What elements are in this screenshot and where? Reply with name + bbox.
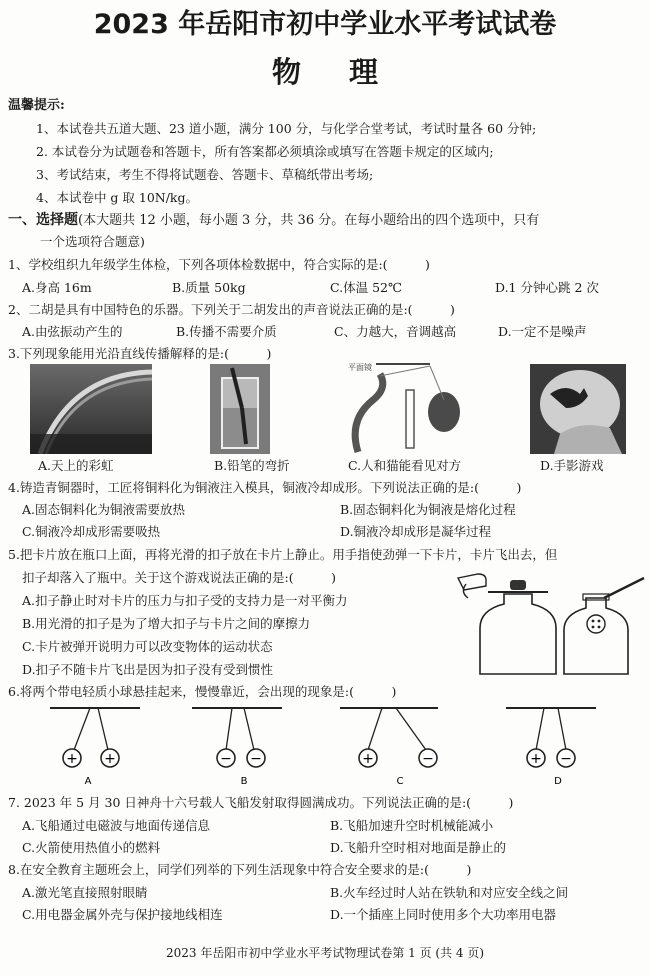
q2-option-b: B.传播不需要介质 [176, 324, 277, 339]
q8-option-d: D.一个插座上同时使用多个大功率用电器 [330, 907, 557, 922]
ball-charge: − [560, 751, 572, 767]
q7-option-c: C.火箭使用热值小的燃料 [22, 840, 161, 855]
ball-pair-d [506, 708, 596, 787]
ball-charge: − [422, 751, 434, 767]
charged-balls-diagram [40, 700, 640, 790]
pencil-in-water-photo [210, 364, 270, 454]
q3-option-d: D.手影游戏 [540, 458, 604, 473]
q2-option-a: A.由弦振动产生的 [22, 324, 123, 339]
q2-option-d: D.一定不是噪声 [498, 324, 587, 339]
bottle-card-diagram [456, 568, 646, 680]
section-heading [8, 212, 539, 230]
exam-title: 2023 年岳阳市初中学业水平考试试卷 [93, 9, 557, 40]
ball-pair-b [192, 708, 282, 787]
q3-option-b: B.铅笔的弯折 [214, 458, 290, 473]
notice-item: 3、考试结束，考生不得将试题卷、答题卡、草稿纸带出考场; [36, 167, 374, 182]
q5-option-b: B.用光滑的扣子是为了增大扣子与卡片之间的摩擦力 [22, 616, 311, 631]
q5-option-d: D.扣子不随卡片飞出是因为扣子没有受到惯性 [22, 662, 274, 677]
section-title: 一、选择题 [8, 212, 78, 228]
q2-option-c: C、力越大，音调越高 [334, 324, 457, 339]
ball-pair-a [50, 708, 140, 787]
q8-stem: 8.在安全教育主题班会上，同学们列举的下列生活现象中符合安全要求的是:( ) [8, 862, 472, 877]
q3-option-a: A.天上的彩虹 [38, 458, 114, 473]
q1-stem: 1、学校组织九年级学生体检，下列各项体检数据中，符合实际的是:( ) [8, 257, 430, 272]
q1-option-d: D.1 分钟心跳 2 次 [495, 280, 599, 295]
page-footer: 2023 年岳阳市初中学业水平考试物理试卷第 1 页 (共 4 页) [165, 946, 485, 960]
ball-charge: + [362, 751, 374, 767]
diagram-label: D [554, 776, 562, 787]
q5-stem: 5.把卡片放在瓶口上面，再将光滑的扣子放在卡片上静止。用手指使劲弹一下卡片，卡片飞出去，但 [8, 547, 558, 562]
q3-option-c: C.人和猫能看见对方 [348, 458, 462, 473]
q6-stem: 6.将两个带电轻质小球悬挂起来，慢慢靠近，会出现的现象是:( ) [8, 684, 397, 699]
q1-option-c: C.体温 52℃ [330, 280, 402, 295]
q4-option-c: C.铜液冷却成形需要吸热 [22, 524, 161, 539]
mirror-label: 平面镜 [348, 363, 372, 372]
ball-charge: + [530, 751, 542, 767]
q4-option-a: A.固态铜料化为铜液需要放热 [22, 502, 186, 517]
person-cat-mirror-picture [318, 360, 468, 456]
q5-option-a: A.扣子静止时对卡片的压力与扣子受的支持力是一对平衡力 [22, 593, 348, 608]
q4-option-d: D.铜液冷却成形是凝华过程 [340, 524, 492, 539]
diagram-label: A [84, 776, 92, 787]
subject-title: 物理 [271, 55, 426, 89]
notice-item: 2. 本试卷分为试题卷和答题卡，所有答案都必须填涂或填写在答题卡规定的区域内; [36, 144, 494, 159]
hand-shadow-photo [530, 364, 626, 454]
q7-stem: 7. 2023 年 5 月 30 日神舟十六号载人飞船发射取得圆满成功。下列说法正确的是:( ) [8, 795, 514, 810]
q1-option-b: B.质量 50kg [172, 280, 246, 295]
notice-item: 4、本试卷中 g 取 10N/kg。 [36, 190, 199, 205]
rainbow-photo [30, 364, 152, 454]
q4-option-b: B.固态铜料化为铜液是熔化过程 [340, 502, 516, 517]
notice-heading: 温馨提示: [8, 98, 65, 113]
q1-option-a: A.身高 16m [22, 280, 92, 295]
section-desc-cont: 一个选项符合题意) [40, 234, 145, 249]
q5-option-c: C.卡片被弹开说明力可以改变物体的运动状态 [22, 639, 273, 654]
q7-option-b: B.飞船加速升空时机械能减小 [330, 818, 494, 833]
ball-charge: + [104, 751, 116, 767]
q8-option-c: C.用电器金属外壳与保护接地线相连 [22, 907, 223, 922]
q2-stem: 2、二胡是具有中国特色的乐器。下列关于二胡发出的声音说法正确的是:( ) [8, 302, 455, 317]
ball-pair-c [340, 708, 438, 787]
q8-option-a: A.激光笔直接照射眼睛 [22, 885, 148, 900]
diagram-label: B [240, 776, 248, 787]
ball-charge: − [250, 751, 262, 767]
diagram-label: C [396, 776, 404, 787]
q7-option-d: D.飞船升空时相对地面是静止的 [330, 840, 507, 855]
q5-stem-cont: 扣子却落入了瓶中。关于这个游戏说法正确的是:( ) [22, 570, 336, 585]
ball-charge: + [66, 751, 78, 767]
q7-option-a: A.飞船通过电磁波与地面传递信息 [22, 818, 211, 833]
q3-stem: 3.下列现象能用光沿直线传播解释的是:( ) [8, 346, 272, 361]
ball-charge: − [220, 751, 232, 767]
notice-item: 1、本试卷共五道大题、23 道小题，满分 100 分，与化学合堂考试，考试时量各 60 分钟; [36, 121, 537, 136]
q8-option-b: B.火车经过时人站在铁轨和对应安全线之间 [330, 885, 569, 900]
section-desc: (本大题共 12 小题，每小题 3 分，共 36 分。在每小题给出的四个选项中，只有 [78, 213, 540, 228]
q4-stem: 4.铸造青铜器时，工匠将铜料化为铜液注入模具，铜液冷却成形。下列说法正确的是:( ) [8, 480, 522, 495]
